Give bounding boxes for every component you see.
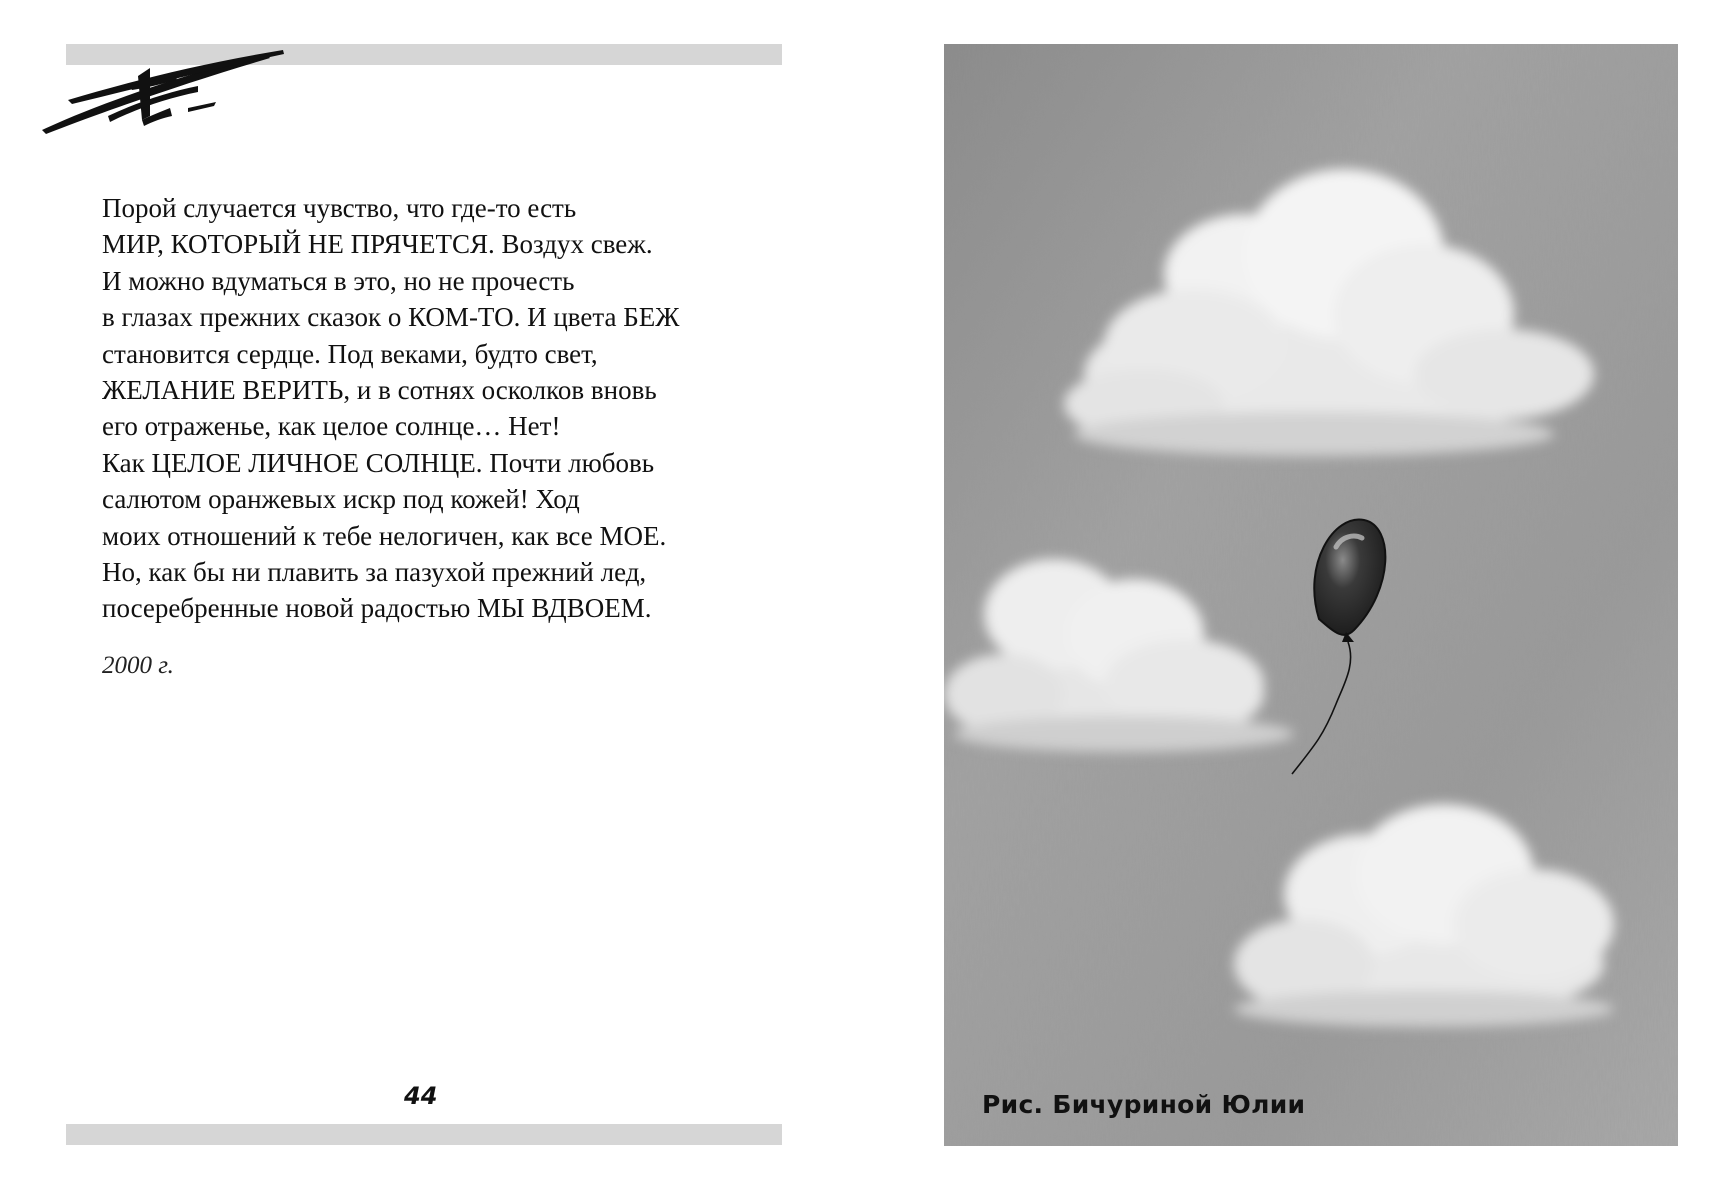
brush-stroke-logo bbox=[38, 46, 288, 136]
illustration-caption: Рис. Бичуриной Юлии bbox=[982, 1090, 1306, 1119]
poem-line: посеребренные новой радостью МЫ ВДВОЕМ. bbox=[102, 593, 652, 624]
footer-bar bbox=[66, 1124, 782, 1145]
page-number: 44 bbox=[404, 1082, 438, 1110]
poem bbox=[102, 190, 802, 627]
poem-line: становится сердце. Под веками, будто свет, bbox=[102, 338, 598, 369]
poem-line: Но, как бы ни плавить за пазухой прежний лед, bbox=[102, 557, 647, 588]
poem-line: его отраженье, как целое солнце… Нет! bbox=[102, 411, 561, 442]
poem-line: салютом оранжевых искр под кожей! Ход bbox=[102, 484, 580, 515]
poem-line: ЖЕЛАНИЕ ВЕРИТЬ, и в сотнях осколков вновь bbox=[102, 375, 657, 406]
pencil-drawing bbox=[944, 44, 1678, 1146]
poem-line: Как ЦЕЛОЕ ЛИЧНОЕ СОЛНЦЕ. Почти любовь bbox=[102, 447, 655, 478]
poem-date: 2000 г. bbox=[102, 652, 174, 679]
drawing-canvas bbox=[944, 44, 1678, 1146]
poem-line: МИР, КОТОРЫЙ НЕ ПРЯЧЕТСЯ. Воздух свеж. bbox=[102, 229, 653, 260]
poem-line: в глазах прежних сказок о КОМ-ТО. И цвета БЕЖ bbox=[102, 302, 680, 333]
poem-line: Порой случается чувство, что где-то есть bbox=[102, 193, 577, 223]
poem-line: И можно вдуматься в это, но не прочесть bbox=[102, 265, 575, 296]
poem-line: моих отношений к тебе нелогичен, как все МОЕ. bbox=[102, 520, 667, 551]
